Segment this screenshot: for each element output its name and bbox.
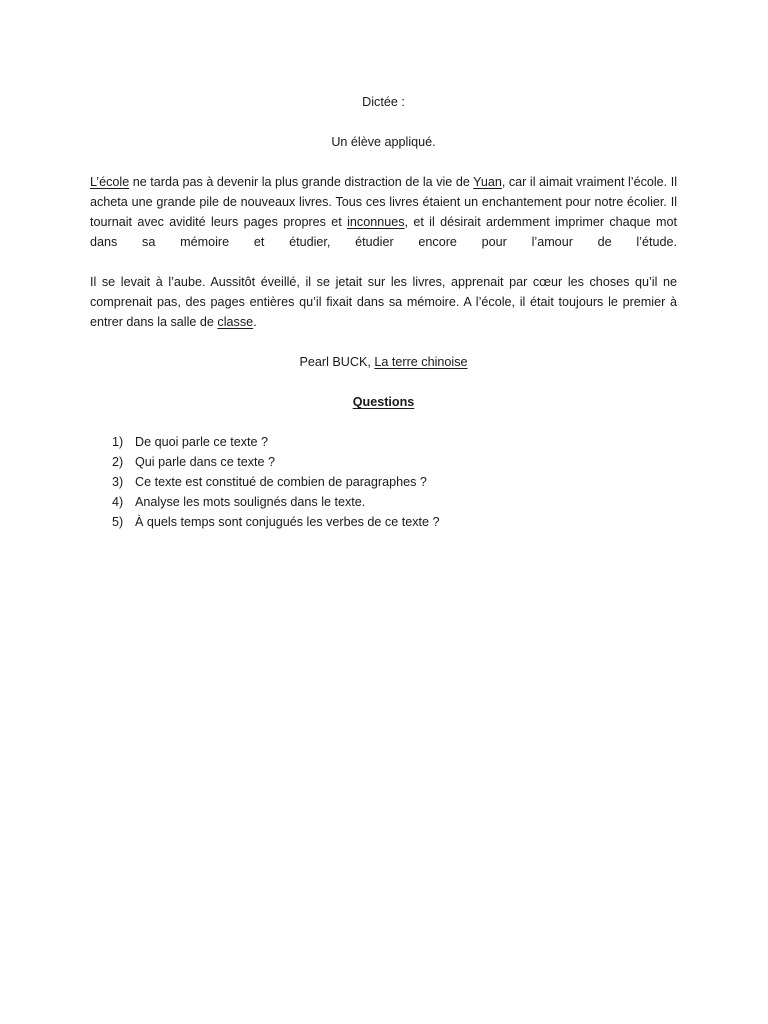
list-item [90, 512, 677, 532]
question-text: À quels temps sont conjugués les verbes de ce texte ? [135, 515, 440, 529]
question-text: Qui parle dans ce texte ? [135, 455, 276, 469]
list-item [90, 492, 677, 512]
paragraph-2-text-a: Il se levait à l’aube. Aussitôt éveillé, il se jetait sur les livres, apprenait par cœur les choses qu’il ne comprenait pas, des pages entières qu’il fixait dans sa mémoire. A l’école, il était toujours le premier à entrer dans la salle de [90, 275, 677, 329]
paragraph-2-text-b: . [253, 315, 257, 329]
underlined-word-classe: classe [217, 315, 254, 329]
paragraph-1-text-b: , car il aimait vraiment l’école. Il acheta une grande pile de nouveaux livres. Tous ces livres étaient un enchantement pour notre écolier. Il tournait avec avidité leurs pages propres et [90, 175, 677, 229]
document-title: Dictée : [362, 95, 405, 109]
question-number: 5) [112, 515, 124, 529]
underlined-word-ecole: L’école [90, 175, 130, 189]
document-page [90, 92, 677, 532]
question-text: Ce texte est constitué de combien de paragraphes ? [135, 475, 427, 489]
underlined-word-yuan: Yuan [473, 175, 502, 189]
paragraph-2 [90, 272, 677, 332]
question-text: Analyse les mots soulignés dans le texte. [135, 495, 366, 509]
question-number: 3) [112, 475, 124, 489]
underlined-word-inconnues: inconnues [347, 215, 405, 229]
list-item [90, 432, 677, 452]
questions-heading: Questions [352, 395, 415, 409]
source-author: Pearl BUCK, [299, 355, 375, 369]
paragraph-1-text-a: ne tarda pas à devenir la plus grande distraction de la vie de [129, 175, 474, 189]
source-citation [90, 352, 677, 372]
list-item [90, 452, 677, 472]
source-work-title: La terre chinoise [374, 355, 468, 369]
question-number: 1) [112, 435, 124, 449]
paragraph-1 [90, 172, 677, 252]
question-text: De quoi parle ce texte ? [135, 435, 269, 449]
question-number: 4) [112, 495, 124, 509]
question-number: 2) [112, 455, 124, 469]
document-subtitle: Un élève appliqué. [331, 135, 436, 149]
paragraph-1-text-c: , et il désirait ardemment imprimer chaque mot dans sa mémoire et étudier, étudier encore pour l’amour de l’étude. [90, 215, 677, 249]
list-item [90, 472, 677, 492]
questions-list [90, 432, 677, 532]
